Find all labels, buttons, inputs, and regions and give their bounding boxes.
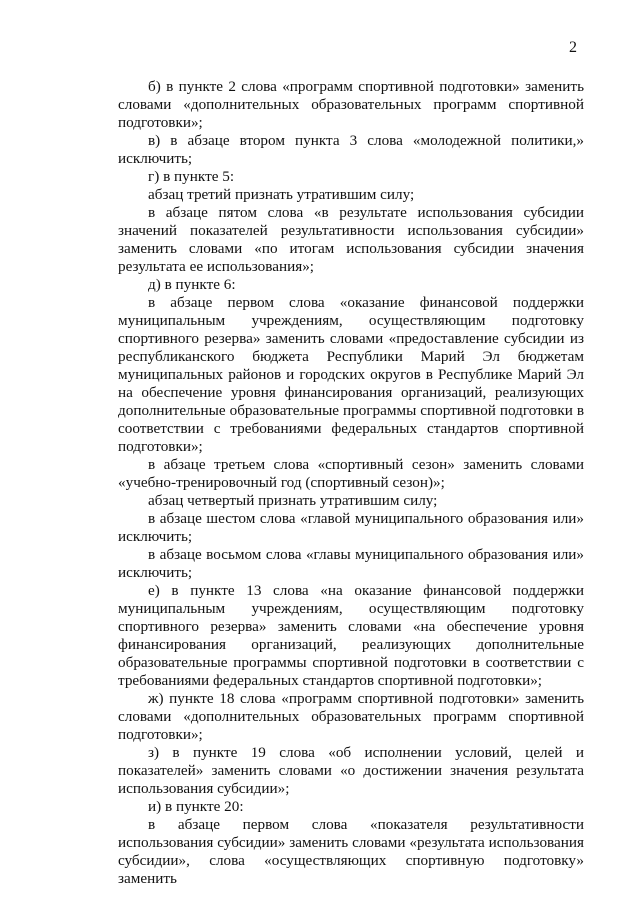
page-number: 2 <box>569 39 577 56</box>
paragraph-d-4: в абзаце шестом слова «главой муниципального образования или» исключить; <box>118 510 584 545</box>
paragraph-b: б) в пункте 2 слова «программ спортивной подготовки» заменить словами «дополнительных образовательных программ спортивной подготовки»; <box>118 78 584 131</box>
document-body <box>118 78 584 888</box>
paragraph-v: в) в абзаце втором пункта 3 слова «молодежной политики,» исключить; <box>118 132 584 167</box>
paragraph-d-2: в абзаце третьем слова «спортивный сезон» заменить словами «учебно-тренировочный год (спортивный сезон)»; <box>118 456 584 491</box>
paragraph-e: е) в пункте 13 слова «на оказание финансовой поддержки муниципальным учреждениям, осуществляющим подготовку спортивного резерва» заменить словами «на обеспечение уровня финансирования организаций, реализующих дополнительные образовательные программы спортивной подготовки в соответствии с требованиями федеральных стандартов спортивной подготовки»; <box>118 582 584 689</box>
paragraph-d-1: в абзаце первом слова «оказание финансовой поддержки муниципальным учреждениям, осуществляющим подготовку спортивного резерва» заменить словами «предоставление субсидии из республиканского бюджета Республики Марий Эл бюджетам муниципальных районов и городских округов в Республике Марий Эл на обеспечение уровня финансирования организаций, реализующих дополнительные образовательные программы спортивной подготовки в соответствии с требованиями федеральных стандартов спортивной подготовки»; <box>118 294 584 455</box>
paragraph-i: и) в пункте 20: <box>148 798 244 815</box>
paragraph-g-2: в абзаце пятом слова «в результате использования субсидии значений показателей результативности использования субсидии» заменить словами «по итогам использования субсидии значения результата ее использования»; <box>118 204 584 275</box>
paragraph-g: г) в пункте 5: <box>148 168 235 185</box>
paragraph-d-3: абзац четвертый признать утратившим силу; <box>148 492 438 509</box>
paragraph-g-1: абзац третий признать утратившим силу; <box>148 186 415 203</box>
paragraph-d-5: в абзаце восьмом слова «главы муниципального образования или» исключить; <box>118 546 584 581</box>
paragraph-i-1: в абзаце первом слова «показателя результативности использования субсидии» заменить словами «результата использования субсидии», слова «осуществляющих спортивную подготовку» заменить <box>118 816 584 887</box>
paragraph-z: з) в пункте 19 слова «об исполнении условий, целей и показателей» заменить словами «о достижении значения результата использования субсидии»; <box>118 744 584 797</box>
paragraph-d: д) в пункте 6: <box>148 276 236 293</box>
paragraph-zh: ж) пункте 18 слова «программ спортивной подготовки» заменить словами «дополнительных образовательных программ спортивной подготовки»; <box>118 690 584 743</box>
